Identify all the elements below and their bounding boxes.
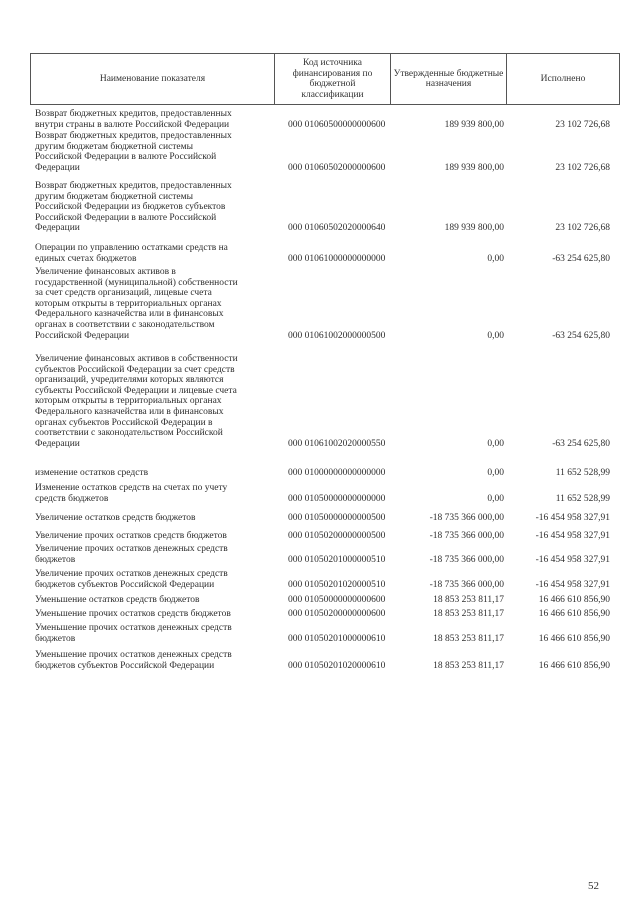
row-name-line: Уменьшение прочих остатков денежных средств <box>35 623 232 633</box>
row-code: 000 01060502000000600 <box>288 162 386 173</box>
header-name: Наименование показателя <box>31 54 275 104</box>
row-name-line: бюджетов субъектов Российской Федерации <box>35 660 215 671</box>
row-name-line: которым открыты в территориальных органах <box>35 396 222 407</box>
row-executed: 11 652 528,99 <box>555 468 610 478</box>
row-approved: 18 853 253 811,17 <box>433 595 504 605</box>
row-executed: -63 254 625,80 <box>552 438 610 449</box>
table-row <box>0 109 640 130</box>
row-executed: -63 254 625,80 <box>552 253 610 264</box>
row-name-line: которым открыты в территориальных органах <box>35 298 222 309</box>
row-name <box>35 109 271 130</box>
row-executed: 16 466 610 856,90 <box>538 609 610 619</box>
row-name <box>35 544 271 565</box>
row-name-line: Федерации <box>35 223 80 234</box>
row-code: 000 01050201000000510 <box>288 554 386 565</box>
row-name-line: внутри страны в валюте Российской Федерации <box>35 119 230 130</box>
row-executed: -16 454 958 327,91 <box>535 531 610 541</box>
table-row <box>0 267 640 341</box>
row-code: 000 01050000000000600 <box>288 595 386 605</box>
row-approved: 189 939 800,00 <box>444 119 504 130</box>
row-code: 000 01060502020000640 <box>288 223 386 234</box>
row-name-line: органах субъектов Российской Федерации в <box>35 417 213 428</box>
row-name <box>35 569 271 590</box>
row-name <box>35 595 271 606</box>
row-code: 000 01050200000000600 <box>288 609 386 619</box>
row-name-line: Уменьшение остатков средств бюджетов <box>35 595 200 605</box>
row-code: 000 01061002000000500 <box>288 330 386 341</box>
row-name-line: Российской Федерации <box>35 330 130 341</box>
row-code: 000 01061002020000550 <box>288 438 386 449</box>
row-name-line: Российской Федерации в валюте Российской <box>35 152 217 163</box>
row-name-line: Уменьшение прочих остатков денежных средств <box>35 650 232 660</box>
row-name-line: соответствии с законодательством Российской <box>35 428 223 439</box>
row-approved: 18 853 253 811,17 <box>433 660 504 671</box>
row-name <box>35 513 271 524</box>
row-name-line: Увеличение прочих остатков денежных средств <box>35 569 228 579</box>
row-name <box>35 468 271 479</box>
row-name-line: бюджетов субъектов Российской Федерации <box>35 579 215 590</box>
row-name-line: органах в соответствии с законодательством <box>35 319 215 330</box>
row-name <box>35 650 271 671</box>
row-code: 000 01061000000000000 <box>288 253 386 264</box>
row-code: 000 01050000000000500 <box>288 513 386 523</box>
row-executed: 23 102 726,68 <box>555 119 610 130</box>
row-name-line: Федерации <box>35 162 80 173</box>
table-row <box>0 243 640 264</box>
row-name-line: субъектов Российской Федерации за счет средств <box>35 364 235 375</box>
table-row <box>0 513 640 524</box>
table-row <box>0 650 640 671</box>
row-name <box>35 531 271 542</box>
row-approved: -18 735 366 000,00 <box>429 513 504 523</box>
row-executed: 16 466 610 856,90 <box>538 633 610 644</box>
row-executed: -16 454 958 327,91 <box>535 554 610 565</box>
row-code: 000 01050201000000610 <box>288 633 386 644</box>
row-name-line: Изменение остатков средств на счетах по учету <box>35 483 228 493</box>
row-name-line: средств бюджетов <box>35 493 109 504</box>
table-row <box>0 531 640 542</box>
row-approved: 0,00 <box>487 330 504 341</box>
row-code: 000 01050000000000000 <box>288 493 386 504</box>
row-code: 000 01050200000000500 <box>288 531 386 541</box>
row-name-line: Увеличение прочих остатков средств бюджетов <box>35 531 227 541</box>
row-executed: 16 466 610 856,90 <box>538 660 610 671</box>
row-name-line: Российской Федерации в валюте Российской <box>35 212 217 223</box>
row-name-line: за счет средств организаций, лицевые счета <box>35 288 212 299</box>
row-code: 000 01000000000000000 <box>288 468 386 478</box>
row-name-line: Операции по управлению остатками средств на <box>35 243 228 253</box>
row-name <box>35 131 271 173</box>
row-name-line: организаций, учредителями которых являются <box>35 375 224 386</box>
row-approved: -18 735 366 000,00 <box>429 531 504 541</box>
table-row <box>0 595 640 606</box>
row-name-line: Увеличение финансовых активов в <box>35 267 176 277</box>
page-number: 52 <box>588 880 599 892</box>
row-name-line: Российской Федерации из бюджетов субъектов <box>35 202 226 213</box>
row-name-line: другим бюджетам бюджетной системы <box>35 191 194 202</box>
row-executed: -63 254 625,80 <box>552 330 610 341</box>
row-approved: -18 735 366 000,00 <box>429 554 504 565</box>
row-approved: 0,00 <box>487 468 504 478</box>
row-code: 000 01050201020000610 <box>288 660 386 671</box>
row-executed: -16 454 958 327,91 <box>535 579 610 590</box>
table-row <box>0 181 640 234</box>
table-row <box>0 131 640 173</box>
row-name-line: бюджетов <box>35 554 76 565</box>
table-row <box>0 623 640 644</box>
row-executed: 11 652 528,99 <box>555 493 610 504</box>
row-approved: 0,00 <box>487 253 504 264</box>
row-name-line: Увеличение финансовых активов в собственности <box>35 354 238 364</box>
row-name <box>35 483 271 504</box>
row-approved: 18 853 253 811,17 <box>433 633 504 644</box>
row-name-line: Федерального казначейства или в финансовых <box>35 406 224 417</box>
row-name-line: изменение остатков средств <box>35 468 149 478</box>
row-name-line: Увеличение прочих остатков денежных средств <box>35 544 228 554</box>
row-executed: 23 102 726,68 <box>555 162 610 173</box>
row-name-line: государственной (муниципальной) собственности <box>35 277 238 288</box>
row-approved: 189 939 800,00 <box>444 162 504 173</box>
header-approved: Утвержденные бюджетные назначения <box>391 54 507 104</box>
table-row <box>0 468 640 479</box>
row-approved: 18 853 253 811,17 <box>433 609 504 619</box>
row-name-line: субъекты Российской Федерации и лицевые счета <box>35 385 237 396</box>
header-executed: Исполнено <box>540 73 586 84</box>
row-name <box>35 181 271 234</box>
table-row <box>0 354 640 449</box>
row-name <box>35 609 271 620</box>
row-executed: -16 454 958 327,91 <box>535 513 610 523</box>
row-name <box>35 267 271 341</box>
row-name-line: Увеличение остатков средств бюджетов <box>35 513 196 523</box>
table-row <box>0 609 640 620</box>
row-name-line: Федерации <box>35 438 80 449</box>
row-executed: 16 466 610 856,90 <box>538 595 610 605</box>
header-code: Код источника финансирования по бюджетной классификации <box>275 54 391 104</box>
row-name-line: Уменьшение прочих остатков средств бюджетов <box>35 609 231 619</box>
row-approved: -18 735 366 000,00 <box>429 579 504 590</box>
row-name <box>35 623 271 644</box>
row-code: 000 01050201020000510 <box>288 579 386 590</box>
row-name <box>35 354 271 449</box>
row-name-line: Федерального казначейства или в финансовых <box>35 309 224 320</box>
row-name-line: бюджетов <box>35 633 76 644</box>
row-approved: 0,00 <box>487 493 504 504</box>
row-name-line: Возврат бюджетных кредитов, предоставленных <box>35 109 232 119</box>
row-name-line: единых счетах бюджетов <box>35 253 137 264</box>
row-name-line: Возврат бюджетных кредитов, предоставленных <box>35 181 232 191</box>
row-name-line: другим бюджетам бюджетной системы <box>35 141 194 152</box>
row-name-line: Возврат бюджетных кредитов, предоставленных <box>35 131 232 141</box>
row-executed: 23 102 726,68 <box>555 223 610 234</box>
table-row <box>0 483 640 504</box>
table-row <box>0 569 640 590</box>
row-code: 000 01060500000000600 <box>288 119 386 130</box>
row-approved: 0,00 <box>487 438 504 449</box>
row-name <box>35 243 271 264</box>
row-approved: 189 939 800,00 <box>444 223 504 234</box>
table-row <box>0 544 640 565</box>
